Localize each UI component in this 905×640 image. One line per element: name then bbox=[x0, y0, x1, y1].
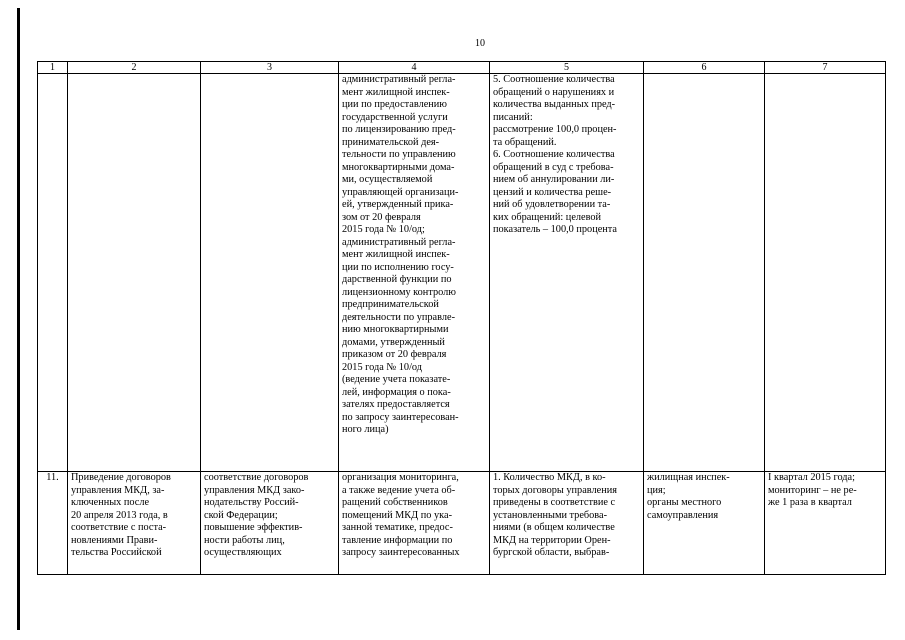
header-cell: 3 bbox=[201, 62, 339, 74]
document-table bbox=[37, 61, 886, 575]
table-cell bbox=[38, 74, 68, 472]
table-cell bbox=[68, 74, 201, 472]
table-cell bbox=[201, 472, 339, 575]
table-cell bbox=[38, 472, 68, 575]
cell-text: жилищная инспек- ция; органы местного самоуправления bbox=[647, 472, 730, 521]
table-cell bbox=[644, 472, 765, 575]
table-cell bbox=[68, 472, 201, 575]
header-cell: 5 bbox=[490, 62, 644, 74]
header-cell: 2 bbox=[68, 62, 201, 74]
table-row bbox=[38, 472, 886, 575]
table-header-row bbox=[38, 62, 886, 74]
cell-text: организация мониторинга, а также ведение учета об- ращений собственников помещений МКД по ука- занной тематике, предос- тавление информации по запросу заинтересованных bbox=[342, 472, 460, 558]
table-cell bbox=[765, 472, 886, 575]
cell-text: 1. Количество МКД, в ко- торых договоры управления приведены в соответствие с установленными требова- ниями (в общем количестве МКД на территории Орен- бургской области, выбрав- bbox=[493, 472, 617, 558]
table-cell bbox=[339, 472, 490, 575]
cell-text: 5. Соотношение количества обращений о нарушениях и количества выданных пред- писаний: рассмотрение 100,0 процен- та обращений. 6. Соотношение количества обращений в суд с требова- нием об аннулировании ли- цензий и количества реше- ний об удовлетворении та- ких обращений: целевой показатель – 100,0 процента bbox=[493, 74, 617, 235]
page-number: 10 bbox=[475, 38, 485, 49]
cell-text: Приведение договоров управления МКД, за- ключенных после 20 апреля 2013 года, в соответствие с поста- новлениями Прави- тельства Российской bbox=[71, 472, 171, 558]
table-cell bbox=[201, 74, 339, 472]
table-row bbox=[38, 74, 886, 472]
cell-text: административный регла- мент жилищной инспек- ции по предоставлению государственной услуги по лицензированию пред- принимательской дея- тельности по управлению многоквартирными дома- ми, осуществляемой управляющей организаци- ей, утвержденный прика- зом от 20 февраля 2015 года № 10/од; административный регла- мент жилищной инспек- ции по исполнению госу- дарственной функции по лицензионному контролю предпринимательской деятельности по управле- нию многоквартирными домами, утвержденный приказом от 20 февраля 2015 года № 10/од (ведение учета показате- лей, информация о пока- зателях предоставляется по запросу заинтересован- ного лица) bbox=[342, 74, 459, 435]
table-cell bbox=[490, 74, 644, 472]
header-cell: 1 bbox=[38, 62, 68, 74]
header-cell: 7 bbox=[765, 62, 886, 74]
table-cell bbox=[490, 472, 644, 575]
table-cell bbox=[339, 74, 490, 472]
header-cell: 6 bbox=[644, 62, 765, 74]
cell-text: I квартал 2015 года; мониторинг – не ре- же 1 раза в квартал bbox=[768, 472, 857, 508]
table-cell bbox=[765, 74, 886, 472]
row-number: 11. bbox=[46, 472, 59, 483]
table-cell bbox=[644, 74, 765, 472]
header-cell: 4 bbox=[339, 62, 490, 74]
cell-text: соответствие договоров управления МКД зако- нодательству Россий- ской Федерации; повышение эффектив- ности работы лиц, осуществляющих bbox=[204, 472, 309, 558]
left-margin-rule bbox=[17, 8, 20, 630]
